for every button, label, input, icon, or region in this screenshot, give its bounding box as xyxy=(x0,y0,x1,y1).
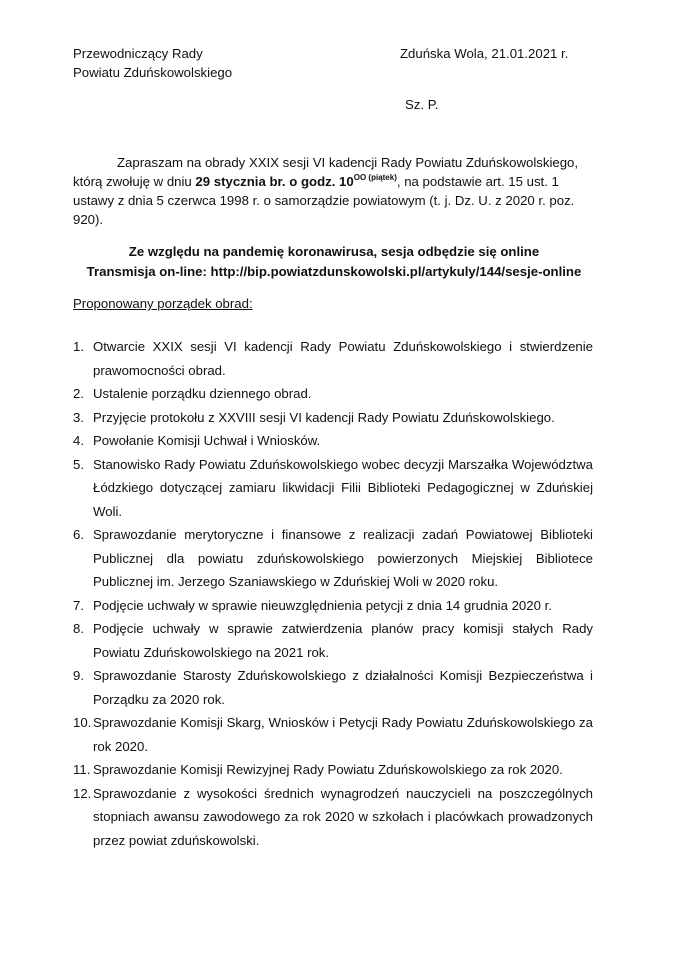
agenda-item xyxy=(73,758,593,782)
agenda-item xyxy=(73,453,593,524)
invitation-paragraph xyxy=(73,153,593,229)
agenda-item-text: Sprawozdanie merytoryczne i finansowe z realizacji zadań Powiatowej Biblioteki Publicznej dla powiatu zduńskowolskiego powierzonych Miejskiej Bibliotece Publicznej im. Jerzego Szaniawskiego w Zduńskiej Woli w 2020 roku. xyxy=(93,527,593,589)
agenda-item xyxy=(73,523,593,594)
sender-organization: Powiatu Zduńskowolskiego xyxy=(73,65,233,80)
agenda-item-number: 6. xyxy=(73,527,84,542)
agenda-item-number: 1. xyxy=(73,339,84,354)
agenda-item-text: Sprawozdanie z wysokości średnich wynagrodzeń nauczycieli na poszczególnych stopniach awansu zawodowego za rok 2020 w szkołach i placówkach prowadzonych przez powiat zduńskowolski. xyxy=(93,785,593,848)
session-time-superscript: OO xyxy=(353,173,367,182)
agenda-item xyxy=(73,664,593,711)
agenda-title: Proponowany porządek obrad: xyxy=(73,296,253,311)
agenda-item xyxy=(73,382,593,406)
agenda-item-text: Przyjęcie protokołu z XXVIII sesji VI kadencji Rady Powiatu Zduńskowolskiego. xyxy=(93,409,555,425)
agenda-item-text: Podjęcie uchwały w sprawie zatwierdzenia planów pracy komisji stałych Rady Powiatu Zduńskowolskiego na 2021 rok. xyxy=(93,621,593,660)
agenda-item-number: 8. xyxy=(73,621,84,636)
agenda-item-text: Sprawozdanie Starosty Zduńskowolskiego z działalności Komisji Bezpieczeństwa i Porządku za 2020 rok. xyxy=(93,668,593,707)
agenda-item-number: 5. xyxy=(73,456,84,472)
agenda-item-number: 11. xyxy=(73,762,91,777)
agenda-item-text: Stanowisko Rady Powiatu Zduńskowolskiego wobec decyzji Marszałka Województwa Łódzkiego dotyczącej zamiaru likwidacji Filii Biblioteki Pedagogicznej w Zduńskiej Woli. xyxy=(93,456,593,519)
agenda-item-text: Sprawozdanie Komisji Rewizyjnej Rady Powiatu Zduńskowolskiego za rok 2020. xyxy=(93,762,563,777)
agenda-item-text: Ustalenie porządku dziennego obrad. xyxy=(93,386,312,401)
agenda-item-text: Podjęcie uchwały w sprawie nieuwzględnienia petycji z dnia 14 grudnia 2020 r. xyxy=(93,597,552,613)
agenda-item xyxy=(73,406,593,430)
online-notice-line: Ze względu na pandemię koronawirusa, sesja odbędzie się online xyxy=(128,244,540,259)
agenda-item-number: 7. xyxy=(73,597,84,613)
agenda-item-number: 9. xyxy=(73,668,84,683)
agenda-item-text: Powołanie Komisji Uchwał i Wniosków. xyxy=(93,433,321,448)
agenda-item-number: 10. xyxy=(73,715,92,730)
session-date: 29 stycznia br. o godz. 10 xyxy=(195,174,354,189)
online-notice xyxy=(73,242,595,282)
invitation-text-part2: , na podstawie art. 15 ust. 1 ustawy z dnia 5 czerwca 1998 r. o samorządzie powiatowym (t. j. Dz. U. z 2020 r. poz. 920). xyxy=(73,174,575,227)
agenda-item-number: 4. xyxy=(73,433,84,448)
sender-block xyxy=(73,44,232,82)
agenda-item xyxy=(73,782,593,853)
transmission-link: Transmisja on-line: http://bip.powiatzdunskowolski.pl/artykuly/144/sesje-online xyxy=(86,264,582,279)
agenda-item-text: Sprawozdanie Komisji Skarg, Wniosków i Petycji Rady Powiatu Zduńskowolskiego za rok 2020. xyxy=(93,715,593,754)
agenda-item xyxy=(73,711,593,758)
agenda-item-text: Otwarcie XXIX sesji VI kadencji Rady Powiatu Zduńskowolskiego i stwierdzenie prawomocności obrad. xyxy=(93,339,593,378)
agenda-item-number: 2. xyxy=(73,386,84,401)
agenda-item-number: 3. xyxy=(73,409,84,425)
session-weekday-superscript: (piątek) xyxy=(368,173,397,182)
agenda-item xyxy=(73,429,593,453)
salutation: Sz. P. xyxy=(405,97,439,112)
agenda-item xyxy=(73,617,593,664)
agenda-list xyxy=(73,335,593,852)
agenda-item xyxy=(73,594,593,618)
agenda-item xyxy=(73,335,593,382)
invitation-text-part1: Zapraszam na obrady XXIX sesji VI kadencji Rady Powiatu Zduńskowolskiego, którą zwołuję w dniu xyxy=(73,155,579,189)
sender-title: Przewodniczący Rady xyxy=(73,46,203,61)
place-date: Zduńska Wola, 21.01.2021 r. xyxy=(400,46,569,61)
agenda-item-number: 12. xyxy=(73,785,92,801)
